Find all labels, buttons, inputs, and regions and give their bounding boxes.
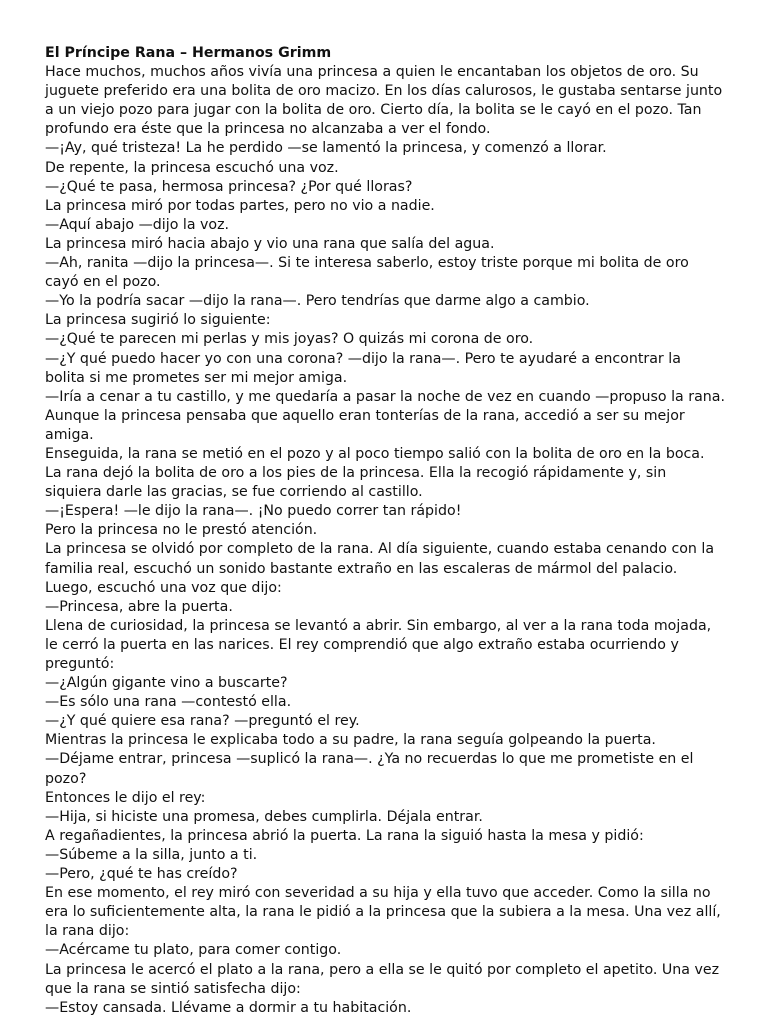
paragraph: —¿Y qué puedo hacer yo con una corona? —dijo la rana—. Pero te ayudaré a encontrar la bolita si me prometes ser mi mejor amiga. xyxy=(45,350,681,386)
paragraph: Entonces le dijo el rey: xyxy=(45,789,206,806)
paragraph: —Súbeme a la silla, junto a ti. xyxy=(45,846,258,863)
paragraph: —Iría a cenar a tu castillo, y me quedaría a pasar la noche de vez en cuando —propuso la rana. xyxy=(45,388,725,405)
paragraph: Mientras la princesa le explicaba todo a su padre, la rana seguía golpeando la puerta. xyxy=(45,732,656,749)
paragraph: La princesa sugirió lo siguiente: xyxy=(45,312,271,329)
paragraph: La princesa le acercó el plato a la rana, pero a ella se le quitó por completo el apetito. Una vez que la rana se sintió satisfecha dijo: xyxy=(45,961,720,997)
paragraph: Enseguida, la rana se metió en el pozo y al poco tiempo salió con la bolita de oro en la boca. xyxy=(45,445,705,462)
paragraph: Luego, escuchó una voz que dijo: xyxy=(45,579,282,596)
paragraph: —¿Qué te pasa, hermosa princesa? ¿Por qué lloras? xyxy=(45,178,413,195)
paragraph: —Yo la podría sacar —dijo la rana—. Pero tendrías que darme algo a cambio. xyxy=(45,293,590,310)
paragraph: —¿Qué te parecen mi perlas y mis joyas? O quizás mi corona de oro. xyxy=(45,331,534,348)
document-body xyxy=(45,63,725,1018)
paragraph: De repente, la princesa escuchó una voz. xyxy=(45,159,339,176)
paragraph: La princesa miró por todas partes, pero no vio a nadie. xyxy=(45,197,435,214)
paragraph: En ese momento, el rey miró con severidad a su hija y ella tuvo que acceder. Como la silla no era lo suficientemente alta, la rana le pidió a la princesa que la subiera a la mesa. Una vez allí, la rana dijo: xyxy=(45,885,721,940)
paragraph: Hace muchos, muchos años vivía una princesa a quien le encantaban los objetos de oro. Su juguete preferido era una bolita de oro macizo. En los días calurosos, le gustaba sentarse junto a un viejo pozo para jugar con la bolita de oro. Cierto día, la bolita se le cayó en el pozo. Tan profundo era éste que la princesa no alcanzaba a ver el fondo. xyxy=(45,64,723,138)
document-title: El Príncipe Rana – Hermanos Grimm xyxy=(45,45,332,61)
paragraph: —Acércame tu plato, para comer contigo. xyxy=(45,942,342,959)
paragraph: —Pero, ¿qué te has creído? xyxy=(45,866,238,883)
paragraph: —¡Espera! —le dijo la rana—. ¡No puedo correr tan rápido! xyxy=(45,503,462,520)
paragraph: La rana dejó la bolita de oro a los pies de la princesa. Ella la recogió rápidamente y, sin siquiera darle las gracias, se fue corriendo al castillo. xyxy=(45,465,667,501)
paragraph: Llena de curiosidad, la princesa se levantó a abrir. Sin embargo, al ver a la rana toda mojada, le cerró la puerta en las narices. El rey comprendió que algo extraño estaba ocurriendo y preguntó: xyxy=(45,617,712,672)
paragraph: —Ah, ranita —dijo la princesa—. Si te interesa saberlo, estoy triste porque mi bolita de oro cayó en el pozo. xyxy=(45,255,689,291)
paragraph: La princesa se olvidó por completo de la rana. Al día siguiente, cuando estaba cenando con la familia real, escuchó un sonido bastante extraño en las escaleras de mármol del palacio. xyxy=(45,541,715,577)
paragraph: —Es sólo una rana —contestó ella. xyxy=(45,694,292,711)
paragraph: Pero la princesa no le prestó atención. xyxy=(45,522,318,539)
paragraph: A regañadientes, la princesa abrió la puerta. La rana la siguió hasta la mesa y pidió: xyxy=(45,827,644,844)
paragraph: —Estoy cansada. Llévame a dormir a tu habitación. xyxy=(45,999,412,1016)
paragraph: —¿Algún gigante vino a buscarte? xyxy=(45,675,288,692)
paragraph: Aunque la princesa pensaba que aquello eran tonterías de la rana, accedió a ser su mejor amiga. xyxy=(45,407,685,443)
paragraph: —Aquí abajo —dijo la voz. xyxy=(45,216,230,233)
paragraph: —¡Ay, qué tristeza! La he perdido —se lamentó la princesa, y comenzó a llorar. xyxy=(45,140,607,157)
paragraph: —Princesa, abre la puerta. xyxy=(45,598,233,615)
paragraph: —¿Y qué quiere esa rana? —preguntó el rey. xyxy=(45,713,360,730)
paragraph: La princesa miró hacia abajo y vio una rana que salía del agua. xyxy=(45,235,495,252)
document-page xyxy=(45,44,725,1018)
paragraph: —Hija, si hiciste una promesa, debes cumplirla. Déjala entrar. xyxy=(45,808,483,825)
paragraph: —Déjame entrar, princesa —suplicó la rana—. ¿Ya no recuerdas lo que me prometiste en el pozo? xyxy=(45,751,694,787)
